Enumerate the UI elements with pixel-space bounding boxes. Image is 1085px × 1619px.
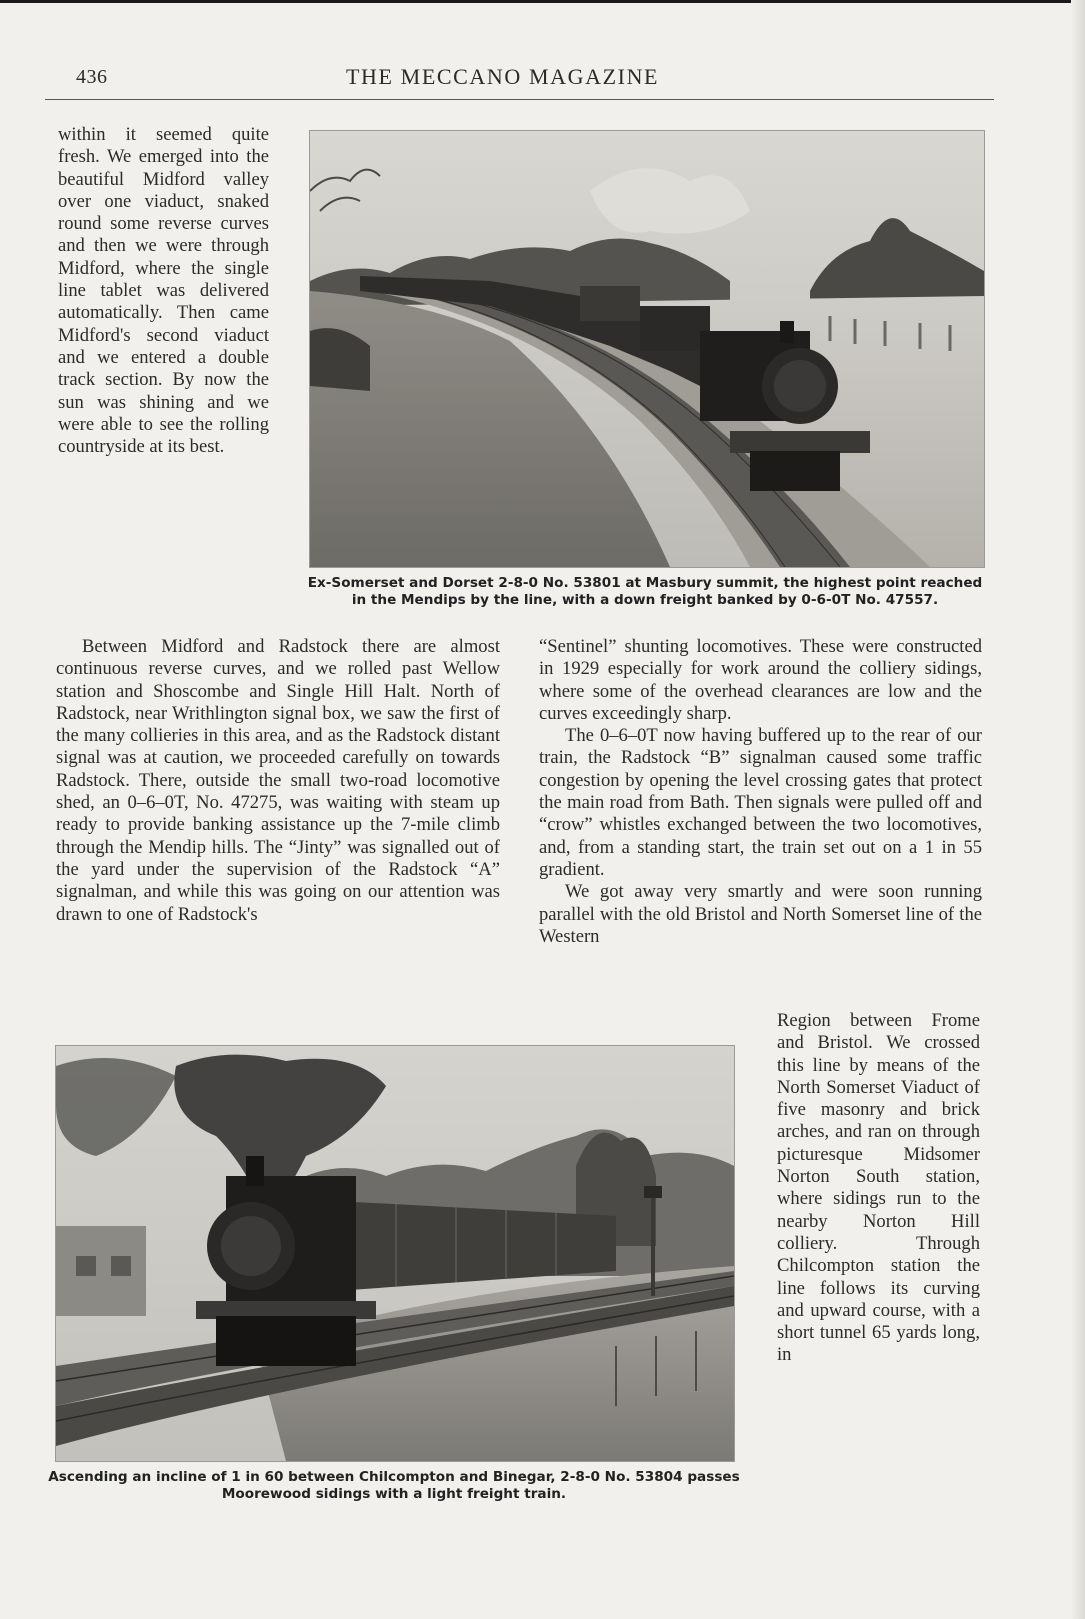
article-column-bottom-right xyxy=(777,1010,980,1367)
photo-masbury-summit-image xyxy=(310,131,984,567)
article-paragraph: Region between Frome and Bristol. We crossed this line by means of the North Somerset Viaduct of five masonry and brick arches, and ran on through picturesque Midsomer Norton South station, where sidings run to the nearby Norton Hill colliery. Through Chilcompton station the line follows its curving and upward course, with a short tunnel 65 yards long, in xyxy=(777,1010,980,1366)
photo-masbury-caption: Ex-Somerset and Dorset 2-8-0 No. 53801 at Masbury summit, the highest point reached in the Mendips by the line, with a down freight banked by 0-6-0T No. 47557. xyxy=(307,575,983,608)
page-number: 436 xyxy=(76,66,108,88)
photo-moorewood-caption: Ascending an incline of 1 in 60 between Chilcompton and Binegar, 2-8-0 No. 53804 passes Moorewood sidings with a light freight train. xyxy=(48,1469,740,1502)
photo-moorewood-sidings-image xyxy=(56,1046,734,1461)
article-paragraph: within it seemed quite fresh. We emerged into the beautiful Midford valley over one viaduct, snaked round some reverse curves and then we were through Midford, where the single line tablet was delivered automatically. Then came Midford's second viaduct and we entered a double track section. By now the sun was shining and we were able to see the rolling countryside at its best. xyxy=(58,124,269,458)
header-rule xyxy=(45,99,994,100)
article-paragraph: The 0–6–0T now having buffered up to the rear of our train, the Radstock “B” signalman caused some traffic congestion by opening the level crossing gates that protect the main road from Bath. Then signals were pulled off and “crow” whistles exchanged between the two locomotives, and, from a standing start, the train set out on a 1 in 55 gradient. xyxy=(539,725,982,880)
article-column-middle-right xyxy=(539,636,982,948)
article-paragraph: Between Midford and Radstock there are almost continuous reverse curves, and we rolled past Wellow station and Shoscombe and Single Hill Halt. North of Radstock, near Writhlington signal box, we saw the first of the many collieries in this area, and as the Radstock distant signal was at caution, we proceeded carefully on towards Radstock. There, outside the small two-road locomotive shed, an 0–6–0T, No. 47275, was waiting with steam up ready to provide banking assistance up the 7-mile climb through the Mendip hills. The “Jinty” was signalled out of the yard under the supervision of the Radstock “A” signalman, and while this was going on our attention was drawn to one of Radstock's xyxy=(56,636,500,925)
article-column-middle-left xyxy=(56,636,500,926)
article-paragraph: “Sentinel” shunting locomotives. These were constructed in 1929 especially for work around the colliery sidings, where some of the overhead clearances are low and the curves exceedingly sharp. xyxy=(539,636,982,724)
photo-moorewood-sidings xyxy=(55,1045,735,1462)
top-edge-rule xyxy=(0,0,1085,3)
page-edge-shadow xyxy=(1071,0,1085,1619)
article-paragraph: We got away very smartly and were soon running parallel with the old Bristol and North Somerset line of the Western xyxy=(539,881,982,947)
photo-masbury-summit xyxy=(309,130,985,568)
running-title: THE MECCANO MAGAZINE xyxy=(346,64,660,89)
article-column-top-left xyxy=(58,124,269,458)
